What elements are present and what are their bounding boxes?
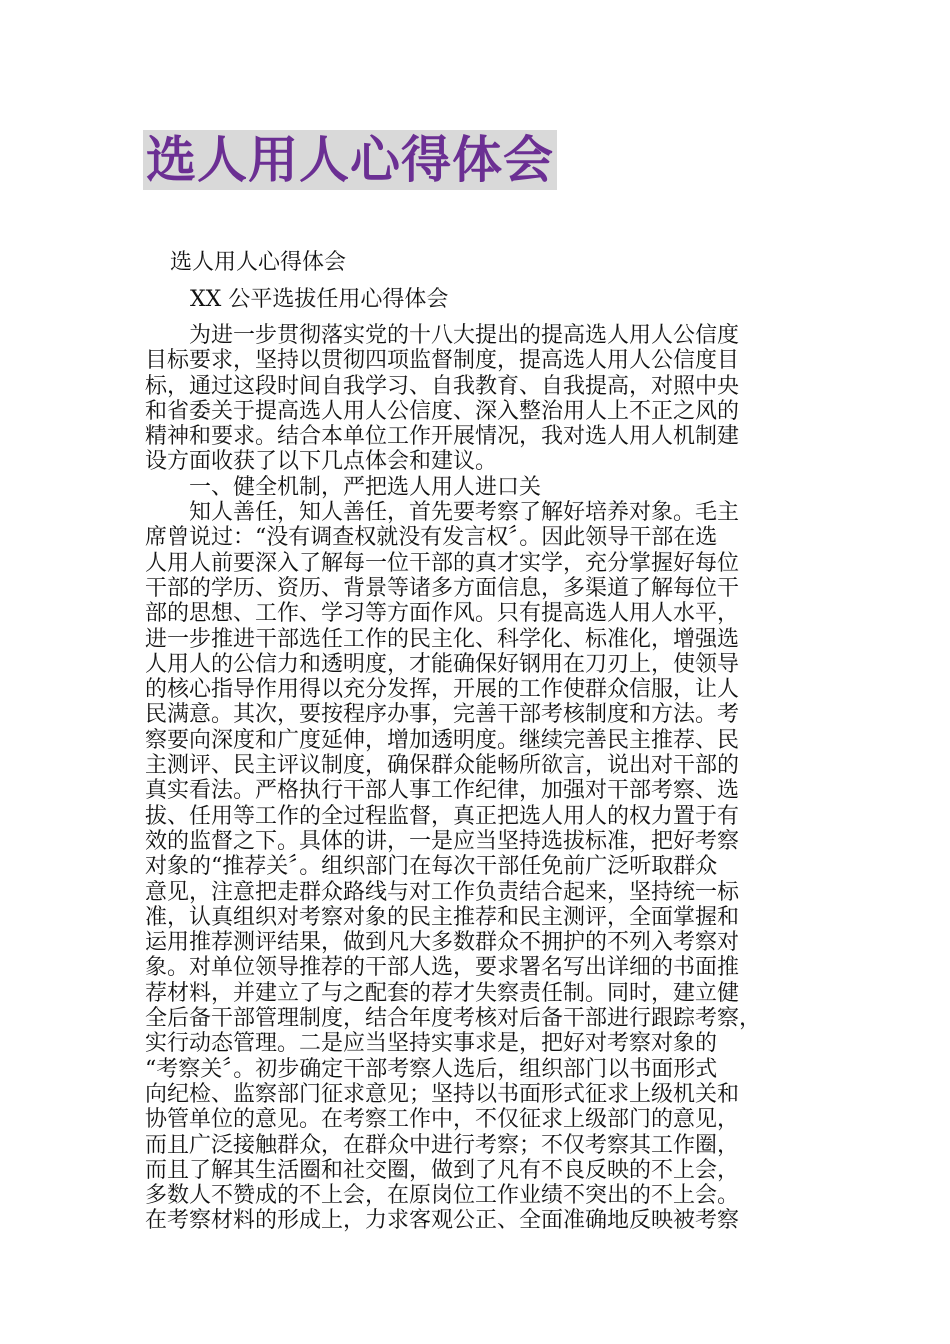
body-line: 而且了解其生活圈和社交圈，做到了凡有不良反映的不上会， — [145, 1157, 740, 1183]
body-line: 设方面收获了以下几点体会和建议。 — [145, 449, 498, 475]
body-line: 实行动态管理。二是应当坚持实事求是，把好对考察对象的 — [145, 1031, 718, 1057]
body-line: 拔、任用等工作的全过程监督，真正把选人用人的权力置于有 — [145, 803, 740, 829]
body-line: 部的思想、工作、学习等方面作风。只有提高选人用人水平， — [145, 601, 740, 627]
document-subtitle: 选人用人心得体会 — [170, 250, 347, 275]
body-line: 为进一步贯彻落实党的十八大提出的提高选人用人公信度 — [145, 323, 740, 348]
body-line: 精神和要求。结合本单位工作开展情况，我对选人用人机制建 — [145, 424, 740, 450]
body-line: 准，认真组织对考察对象的民主推荐和民主测评，全面掌握和 — [145, 904, 740, 930]
body-line: 人用人前要深入了解每一位干部的真才实学，充分掌握好每位 — [145, 550, 740, 576]
body-line: 对象的“推荐关〞。组织部门在每次干部任免前广泛听取群众 — [145, 854, 718, 880]
body-line: 标，通过这段时间自我学习、自我教育、自我提高，对照中央 — [145, 373, 740, 399]
body-line: 人用人的公信力和透明度，才能确保好钢用在刀刃上，使领导 — [145, 651, 740, 677]
body-line: 的核心指导作用得以充分发挥，开展的工作使群众信服，让人 — [145, 677, 740, 703]
body-line: 多数人不赞成的不上会，在原岗位工作业绩不突出的不上会。 — [145, 1183, 740, 1209]
body-line: “考察关〞。初步确定干部考察人选后，组织部门以书面形式 — [145, 1056, 718, 1082]
body-line: 目标要求，坚持以贯彻四项监督制度，提高选人用人公信度目 — [145, 348, 740, 374]
page-title: 选人用人心得体会 — [143, 130, 557, 190]
body-line: 象。对单位领导推荐的干部人选，要求署名写出详细的书面推 — [145, 955, 740, 981]
body-line: 民满意。其次，要按程序办事，完善干部考核制度和方法。考 — [145, 702, 740, 728]
body-line: 干部的学历、资历、背景等诸多方面信息，多渠道了解每位干 — [145, 575, 740, 601]
body-line: 全后备干部管理制度，结合年度考核对后备干部进行跟踪考察， — [145, 1006, 762, 1032]
body-line: 意见，注意把走群众路线与对工作负责结合起来，坚持统一标 — [145, 879, 740, 905]
body-line: 荐材料，并建立了与之配套的荐才失察责任制。同时，建立健 — [145, 980, 740, 1006]
document-heading: XX 公平选拔任用心得体会 — [190, 287, 449, 312]
body-line: 真实看法。严格执行干部人事工作纪律，加强对干部考察、选 — [145, 778, 740, 804]
body-line: 在考察材料的形成上，力求客观公正、全面准确地反映被考察 — [145, 1208, 740, 1234]
body-line: 察要向深度和广度延伸，增加透明度。继续完善民主推荐、民 — [145, 727, 740, 753]
body-line: 效的监督之下。具体的讲，一是应当坚持选拔标准，把好考察 — [145, 828, 740, 854]
body-line: 而且广泛接触群众，在群众中进行考察；不仅考察其工作圈， — [145, 1132, 740, 1158]
body-line: 席曾说过：“没有调查权就没有发言权〞。因此领导干部在选 — [145, 525, 718, 551]
body-line: 和省委关于提高选人用人公信度、深入整治用人上不正之风的 — [145, 398, 740, 424]
body-line: 一、健全机制，严把选人用人进口关 — [145, 474, 542, 500]
body-line: 主测评、民主评议制度，确保群众能畅所欲言，说出对干部的 — [145, 753, 740, 779]
body-line: 知人善任，知人善任，首先要考察了解好培养对象。毛主 — [145, 500, 740, 526]
body-line: 进一步推进干部选任工作的民主化、科学化、标准化，增强选 — [145, 626, 740, 652]
document-body — [145, 323, 811, 1234]
body-line: 协管单位的意见。在考察工作中，不仅征求上级部门的意见， — [145, 1107, 740, 1133]
body-line: 向纪检、监察部门征求意见；坚持以书面形式征求上级机关和 — [145, 1081, 740, 1107]
body-line: 运用推荐测评结果，做到凡大多数群众不拥护的不列入考察对 — [145, 930, 740, 956]
